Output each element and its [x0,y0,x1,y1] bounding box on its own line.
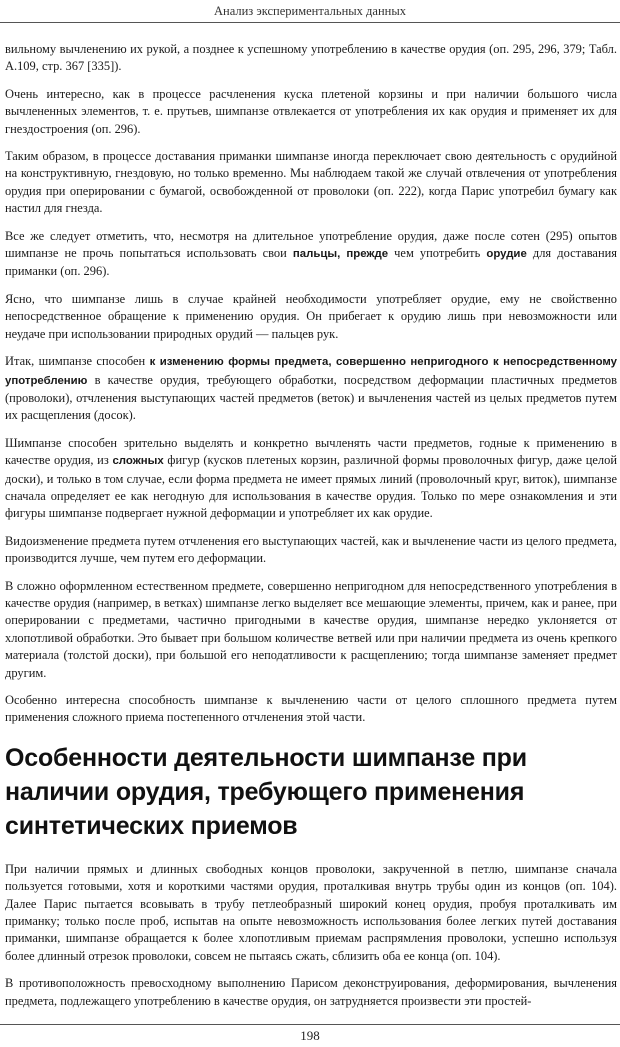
section-heading: Особенности деятельности шимпанзе при наличии орудия, требующего применения синтетических приемов [5,743,527,840]
text-run: фигур (кусков плетеных корзин, различной формы проволочных фигур, даже целой доски), и только в том случае, если форма предмета не имеет прямых линий (проволочный круг, виток), шимпанзе сначала определяет ее как негодную для использования в качестве орудия. Только по мере ознакомления и эти фигуры шимпанзе подвергает нужной деформации и употребляет их как орудие. [5,453,617,521]
paragraph: В противоположность превосходному выполнению Парисом деконструирования, деформирования, вычленения предмета, подлежащего употреблению в качестве орудия, он затрудняется произвести эти простей- [5,976,617,1008]
text-run: для доставания приманки (оп. 296). [5,246,617,279]
paragraph: При наличии прямых и длинных свободных концов проволоки, закрученной в петлю, шимпанзе сначала пользуется готовыми, хотя и короткими частями орудия, проталкивая внутрь трубы один из концов (оп. 104). Далее Парис пытается всовывать в трубу петлеобразный широкий конец орудия, пробуя проталкивать им приманку; только после проб, испытав на опыте невозможность использования более легких путей доставания приманки, шимпанзе обращается к более хлопотливым приемам распрямления проволоки, успешно используя более длинный отрезок проволоки, совсем не пытаясь сжать, сблизить оба ее конца (оп. 104). [5,861,617,963]
bold-term: орудие [486,248,527,261]
header-rule [0,22,620,23]
bold-term: сложных [112,455,164,468]
paragraph [5,353,617,425]
paragraph [5,228,617,281]
paragraph: В сложно оформленном естественном предмете, совершенно непригодном для непосредственного употребления в качестве орудия (например, в ветках) шимпанзе легко выделяет все мешающие элементы, причем, как и ранее, при оперировании с предметами, частично пригодными в качестве орудия, шимпанзе нередко уклоняется от хлопотливой обработки. Это бывает при большом количестве ветвей или при наличии предмета из очень крепкого материала (толстой доски), при большой его неподатливости к расщеплению; тогда шимпанзе заменяет предмет другим. [5,578,617,680]
running-head: Анализ экспериментальных данных [214,4,406,18]
text-run: Итак, шимпанзе способен [5,354,150,369]
page-number: 198 [300,1028,320,1043]
text-run: Все же следует отметить, что, несмотря на длительное употребление орудия, даже после сотен (295) опытов шимпанзе не прочь попытаться использовать свои [5,228,617,261]
paragraph: Таким образом, в процессе доставания приманки шимпанзе иногда переключает свою деятельность с орудийной на конструктивную, гнездовую, но только временно. Мы наблюдаем такой же случай отвлечения от употребления орудия при оперировании с бумагой, освобожденной от проволоки (оп. 222), когда Парис употребил бумагу как настил для гнезда. [5,149,617,216]
paragraph: Очень интересно, как в процессе расчленения куска плетеной корзины и при наличии большого числа вычлененных элементов, т. е. прутьев, шимпанзе отвлекается от употребления их как орудия и применяет их для гнездостроения (оп. 296). [5,86,617,136]
footer-rule [0,1024,620,1025]
paragraph: Ясно, что шимпанзе лишь в случае крайней необходимости употребляет орудие, ему не свойственно непосредственное обращение к применению орудия. Он прибегает к орудию лишь при невозможности или неудаче при использовании природных орудий — пальцев рук. [5,291,617,341]
bold-term: к изменению формы предмета, совершенно непригодного к непосредственному употреблению [5,356,617,387]
page-body [5,41,617,1020]
text-run: чем употребить [388,246,487,261]
paragraph: Особенно интересна способность шимпанзе к вычленению части от целого сплошного предмета путем применения сложного приема постепенного отчленения этой части. [5,693,617,725]
text-run: Шимпанзе способен зрительно выделять и конкретно вычленять части предметов, годные к применению в качестве орудия, из [5,435,617,468]
paragraph [5,435,617,523]
paragraph: вильному вычленению их рукой, а позднее к успешному употреблению в качестве орудия (оп. 295, 296, 379; Табл. А.109, стр. 367 [335]). [5,42,617,74]
text-run: в качестве орудия, требующего обработки, посредством деформации пластичных предметов (проволоки), отчленения выступающих частей предметов (веток) и вычленения частей из целых предметов путем их расщепления (досок). [5,372,617,423]
paragraph: Видоизменение предмета путем отчленения его выступающих частей, как и вычленение части из целого предмета, производится лучше, чем путем его деформации. [5,533,617,566]
bold-term: пальцы, прежде [292,248,389,261]
